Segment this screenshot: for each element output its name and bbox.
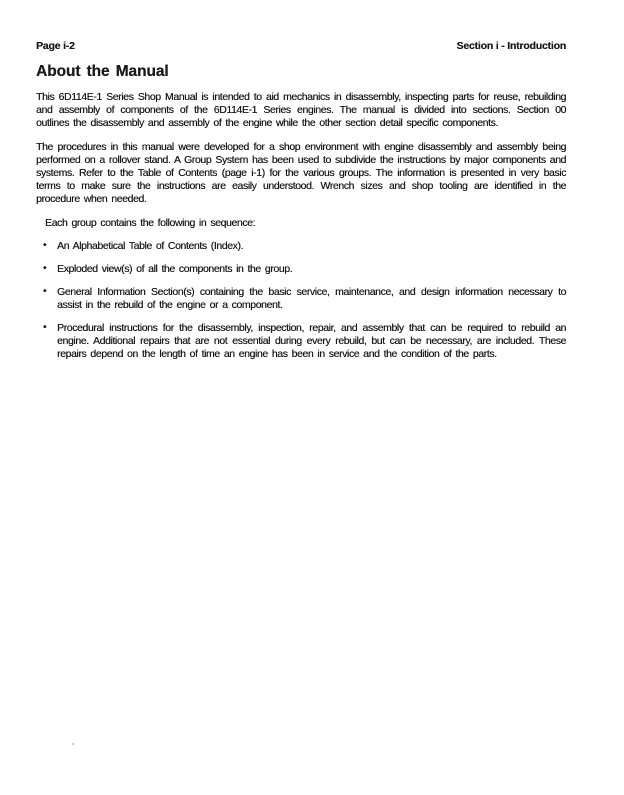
page-number-label: Page i-2 xyxy=(36,40,75,52)
bullet-icon: • xyxy=(43,239,47,251)
list-item xyxy=(36,322,566,361)
list-item xyxy=(36,240,566,253)
list-item xyxy=(36,263,566,276)
intro-paragraph: This 6D114E-1 Series Shop Manual is intended to aid mechanics in disassembly, inspecting parts for reuse, rebuilding and assembly of components of the 6D114E-1 Series engines. The manual is divided into sections. Section 00 outlines the disassembly and assembly of the engine while the other section detail specific components. xyxy=(36,91,566,129)
procedures-paragraph: The procedures in this manual were developed for a shop environment with engine disassembly and assembly being performed on a rollover stand. A Group System has been used to subdivide the instructions by major components and systems. Refer to the Table of Contents (page i-1) for the various groups. The information is presented in very basic terms to make sure the instructions are easily understood. Wrench sizes and shop tooling are identified in the procedure when needed. xyxy=(36,140,566,205)
scan-artifact-dot xyxy=(72,743,74,745)
list-item-text: Exploded view(s) of all the components in the group. xyxy=(57,262,293,275)
list-item-text: General Information Section(s) containing the basic service, maintenance, and design information necessary to assist in the rebuild of the engine or a component. xyxy=(57,285,566,311)
list-item-text: Procedural instructions for the disassembly, inspection, repair, and assembly that can be required to rebuild an engine. Additional repairs that are not essential during every rebuild, but can be necessary, are included. These repairs depend on the length of time an engine has been in service and the condition of the parts. xyxy=(57,321,566,360)
list-item xyxy=(36,286,566,312)
sequence-list xyxy=(36,240,566,361)
list-item-text: An Alphabetical Table of Contents (Index). xyxy=(57,239,244,252)
page-content xyxy=(36,40,566,361)
bullet-icon: • xyxy=(43,285,47,297)
page-header xyxy=(36,40,566,52)
list-intro-line: Each group contains the following in sequence: xyxy=(45,216,256,229)
bullet-icon: • xyxy=(43,321,47,333)
section-title-label: Section i - Introduction xyxy=(456,40,566,52)
bullet-icon: • xyxy=(43,262,47,274)
page-title: About the Manual xyxy=(36,63,169,80)
